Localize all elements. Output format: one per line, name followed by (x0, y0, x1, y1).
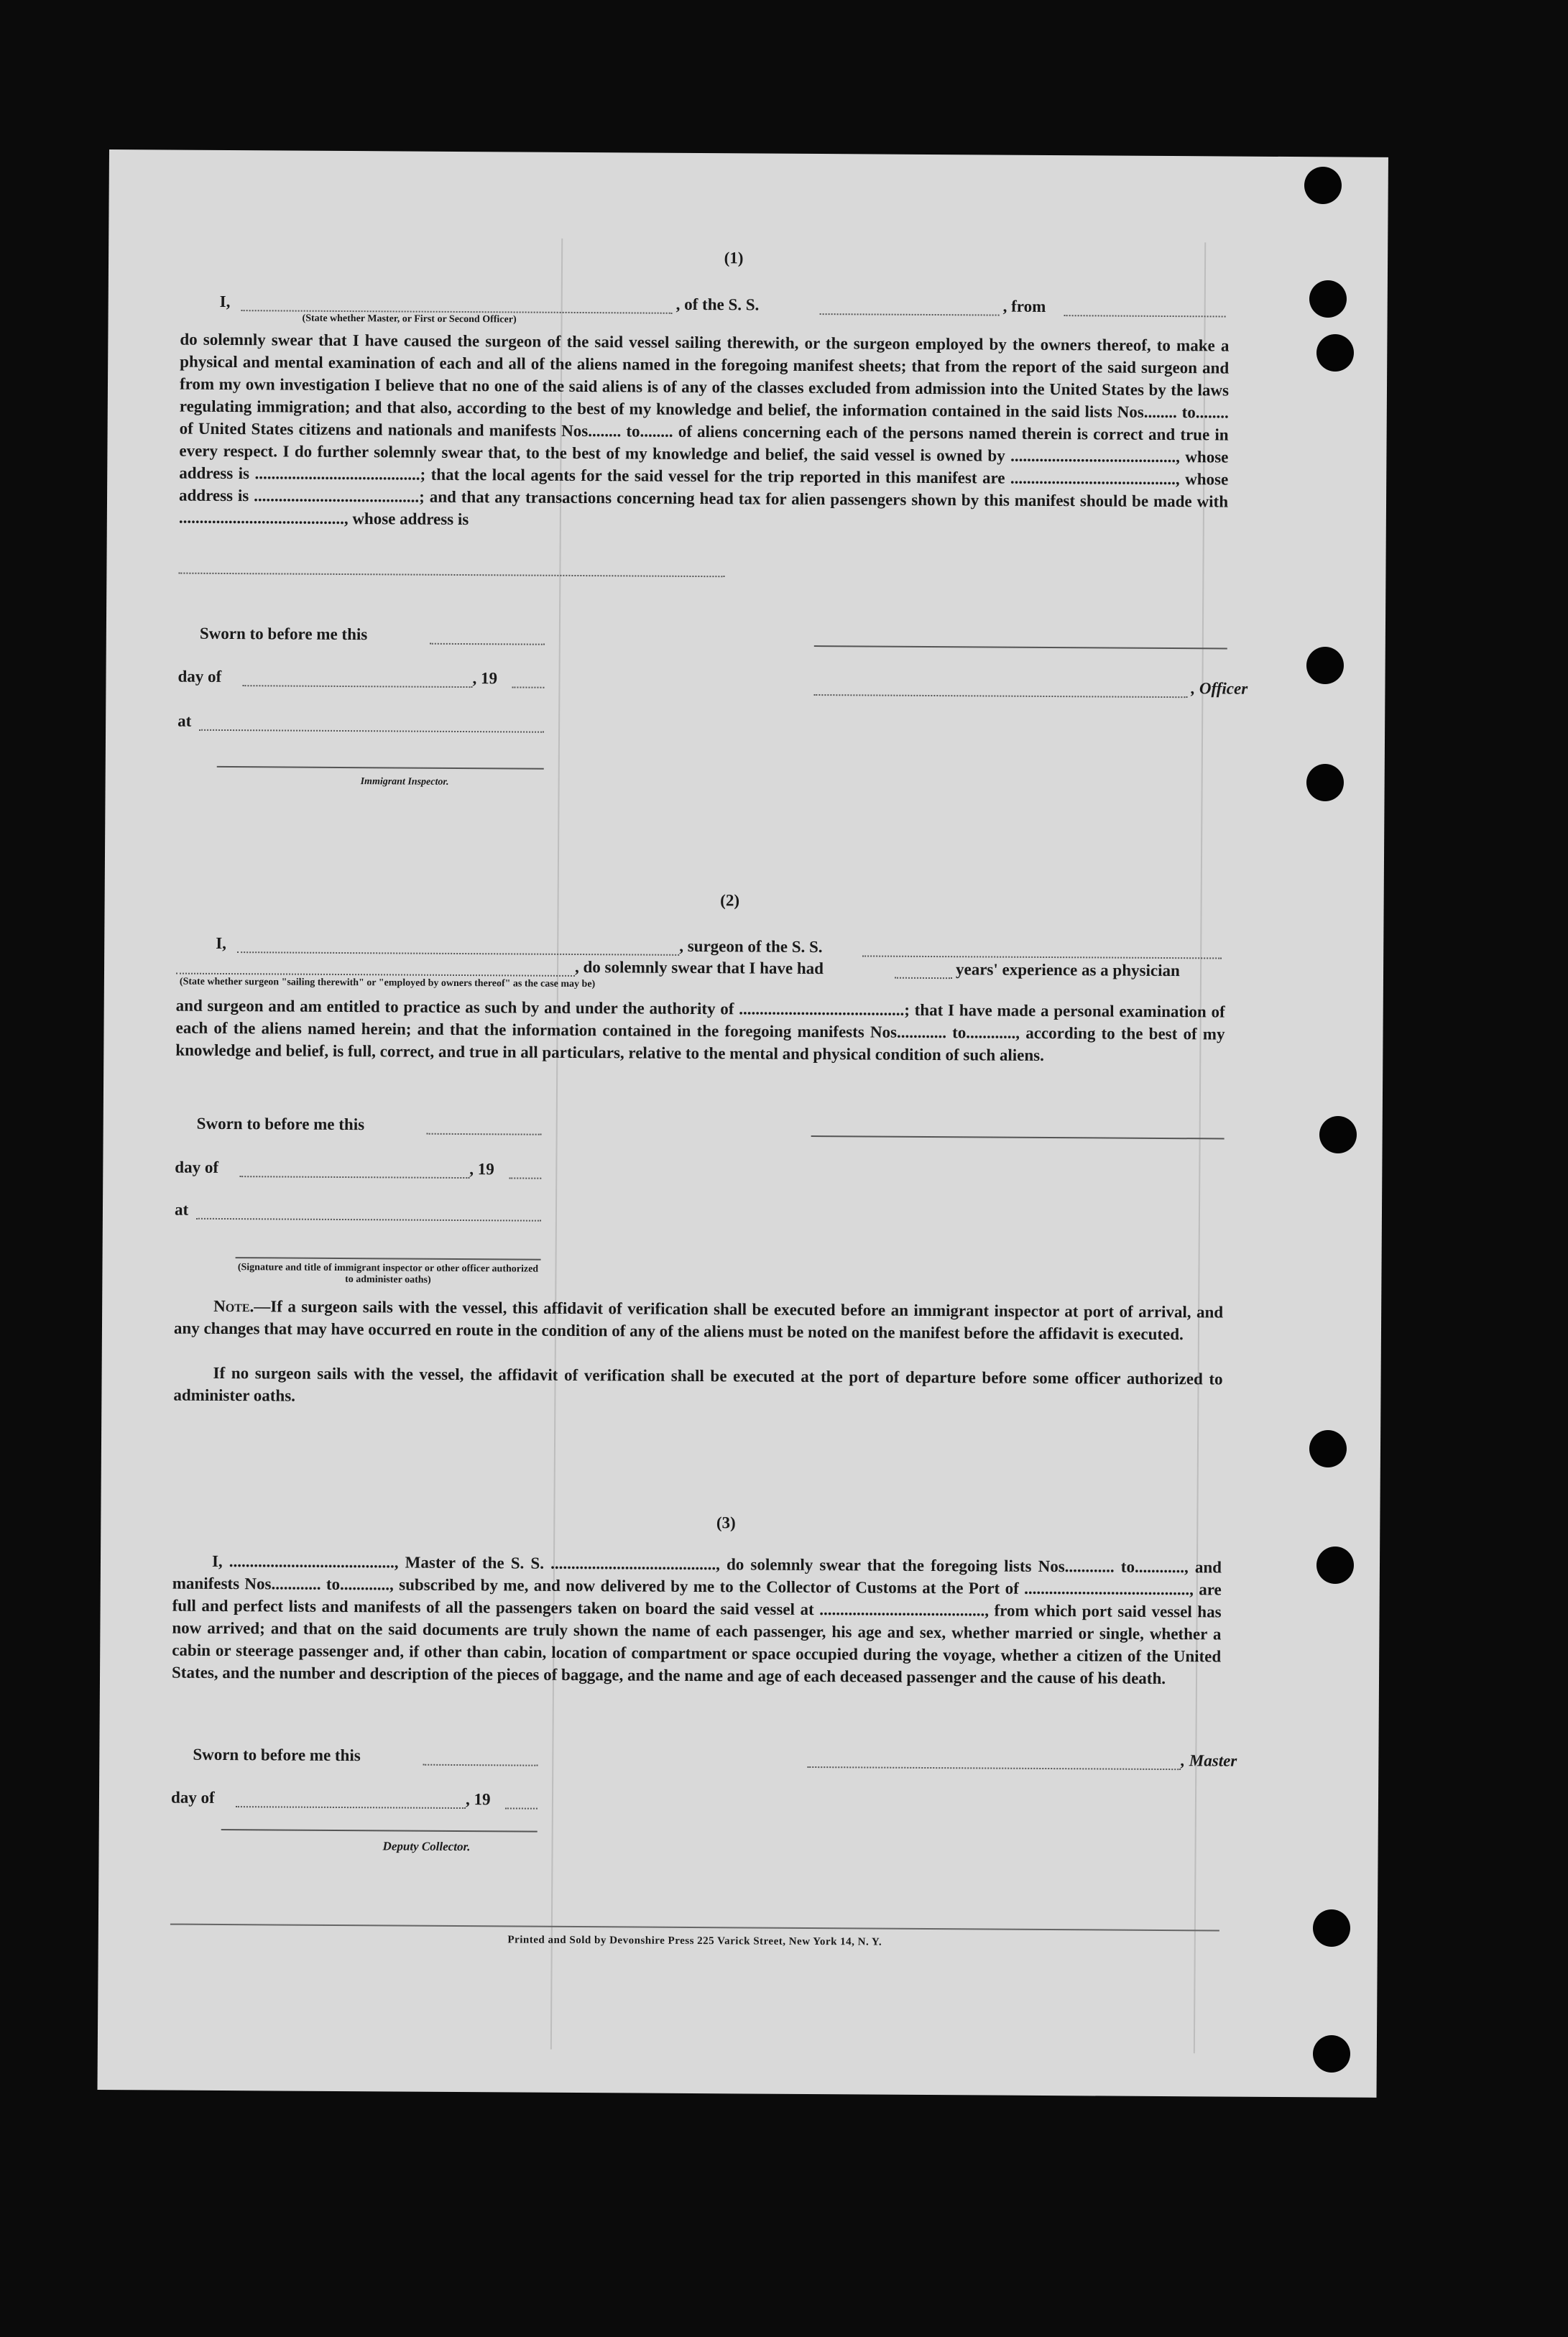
binder-hole (1306, 764, 1344, 801)
day-line (236, 1806, 466, 1809)
section-2-i: I, (216, 934, 227, 953)
section-3-year-label: , 19 (465, 1790, 491, 1809)
officer-line (813, 694, 1187, 698)
sworn-date-line (427, 1133, 542, 1135)
from-port-line (1064, 315, 1226, 317)
section-3-day-of-label: day of (170, 1788, 215, 1807)
sworn-date-line (430, 643, 545, 645)
footer-rule (170, 1924, 1219, 1932)
section-3-oath-text: I, ........................................, Master of the S. S. ........................................, do solemnly swear that the foregoing lists Nos............ to............, and manifests Nos............ to............, subscribed by me, and now delivered by me to the Collector of Customs at the Port of ........................................, are full and perfect lists and manifests of all the passengers taken on board the said vessel at ........................................, from which port said vessel has now arrived; and that on the said documents are truly shown the name of each passenger, his age and sex, whether married or single, whether a cabin or steerage passenger and, if other than cabin, location of compartment or space occupied during the voyage, whether a citizen of the United States, and the number and description of the pieces of baggage, and the name and age of each deceased passenger and the cause of his death. (171, 1552, 1222, 1688)
at-place-line (199, 729, 544, 733)
section-1-oath-text: do solemnly swear that I have caused the surgeon of the said vessel sailing therewith, or the surgeon employed by the owners thereof, to make a physical and mental examination of each and all of the aliens named in the foregoing manifest sheets; that from the report of the said surgeon and from my own investigation I believe that no one of the said aliens is of any of the classes excluded from admission into the United States by the laws regulating immigration; and that also, according to the best of my knowledge and belief, the information contained in the said lists Nos........ to........ of United States citizens and nationals and manifests Nos........ to........ of aliens concerning each of the persons named therein is correct and true in every respect. I do further solemnly swear that, to the best of my knowledge and belief, the said vessel is owned by ........................................, whose address is ........................................; that the local agents for the said vessel for the trip reported in this manifest are ........................................, whose address is ........................................; and that any transactions concerning head tax for alien passengers shown by this manifest should be made with ........................................, whose address is (178, 330, 1230, 529)
section-2-surgeon-label: , surgeon of the S. S. (679, 936, 823, 957)
at-place-line (196, 1218, 541, 1222)
binder-hole (1316, 1547, 1354, 1584)
year-line (512, 686, 544, 688)
binder-hole (1304, 167, 1342, 204)
section-1-year-label: , 19 (472, 669, 498, 688)
section-2-number: (2) (720, 891, 740, 910)
surgeon-signature-line (811, 1135, 1225, 1140)
authorized-officer-signature-line (236, 1257, 541, 1260)
binder-hole (1313, 2035, 1350, 2073)
section-2-swear-label: , do solemnly swear that I have had (574, 957, 824, 978)
note-text-2: If no surgeon sails with the vessel, the affidavit of verification shall be executed at the port of departure before some officer authorized to administer oaths. (173, 1363, 1223, 1405)
binder-hole (1306, 647, 1344, 684)
binder-hole (1309, 280, 1347, 318)
section-2-at-label: at (174, 1200, 189, 1219)
ship-name-line (820, 313, 1000, 316)
section-1-i: I, (219, 292, 231, 311)
years-line (895, 977, 952, 979)
inspector-signature-line (217, 766, 544, 770)
officer-title: , Officer (1191, 679, 1248, 698)
section-2-oath-text: and surgeon and am entitled to practice as such by and under the authority of ........................................; that I have made a personal examination of each of the aliens named herein; and that the information contained in the foregoing manifests Nos............ to............, according to the best of my knowledge and belief, is full, correct, and true in all particulars, relative to the mental and physical condition of such aliens. (175, 996, 1225, 1064)
note-text-1 (174, 1295, 1223, 1346)
section-2-sworn-label: Sworn to before me this (196, 1114, 365, 1134)
printer-imprint: Printed and Sold by Devonshire Press 225 Varick Street, New York 14, N. Y. (507, 1934, 882, 1948)
section-3-number: (3) (716, 1513, 736, 1532)
officer-signature-line (814, 645, 1227, 650)
section-1-sworn-label: Sworn to before me this (199, 624, 368, 644)
day-line (242, 685, 472, 688)
binder-hole (1313, 1909, 1350, 1947)
section-1-ss-label: , of the S. S. (675, 295, 760, 314)
officer-note: (State whether Master, or First or Second Officer) (302, 313, 517, 326)
deputy-collector-signature-line (221, 1829, 538, 1833)
section-2-day-of-label: day of (175, 1158, 219, 1176)
years-experience-label: years' experience as a physician (955, 960, 1180, 980)
surgeon-name-line (237, 951, 679, 956)
year-line (505, 1807, 538, 1809)
note-label: Note. (213, 1296, 254, 1316)
authorized-officer-label: (Signature and title of immigrant inspector or other officer authorized to administer oaths) (237, 1262, 539, 1286)
address-continuation-line (178, 573, 724, 578)
master-title: , Master (1181, 1751, 1237, 1770)
binder-hole (1309, 1430, 1347, 1467)
section-1-number: (1) (724, 249, 744, 267)
day-line (239, 1176, 469, 1179)
immigrant-inspector-label: Immigrant Inspector. (360, 776, 449, 788)
surgeon-ship-line (862, 955, 1222, 959)
binder-hole (1319, 1116, 1357, 1153)
note-body-1: —If a surgeon sails with the vessel, this affidavit of verification shall be executed before an immigrant inspector at port of arrival, and any changes that may have occurred en route in the condition of any of the aliens must be noted on the manifest before the affidavit is executed. (173, 1297, 1224, 1344)
section-3-sworn-label: Sworn to before me this (193, 1745, 361, 1765)
section-1-day-of-label: day of (177, 667, 222, 686)
section-1-at-label: at (177, 711, 192, 730)
section-2-year-label: , 19 (469, 1160, 494, 1179)
binder-hole (1316, 334, 1354, 372)
section-1-from-label: , from (1002, 297, 1046, 315)
sworn-date-line (423, 1764, 538, 1766)
year-line (509, 1177, 541, 1179)
master-signature-line (807, 1766, 1181, 1770)
manifest-affidavit-page (98, 149, 1388, 2098)
deputy-collector-label: Deputy Collector. (382, 1839, 471, 1854)
surgeon-note: (State whether surgeon "sailing therewith" or "employed by owners thereof" as the case may be) (179, 976, 596, 990)
